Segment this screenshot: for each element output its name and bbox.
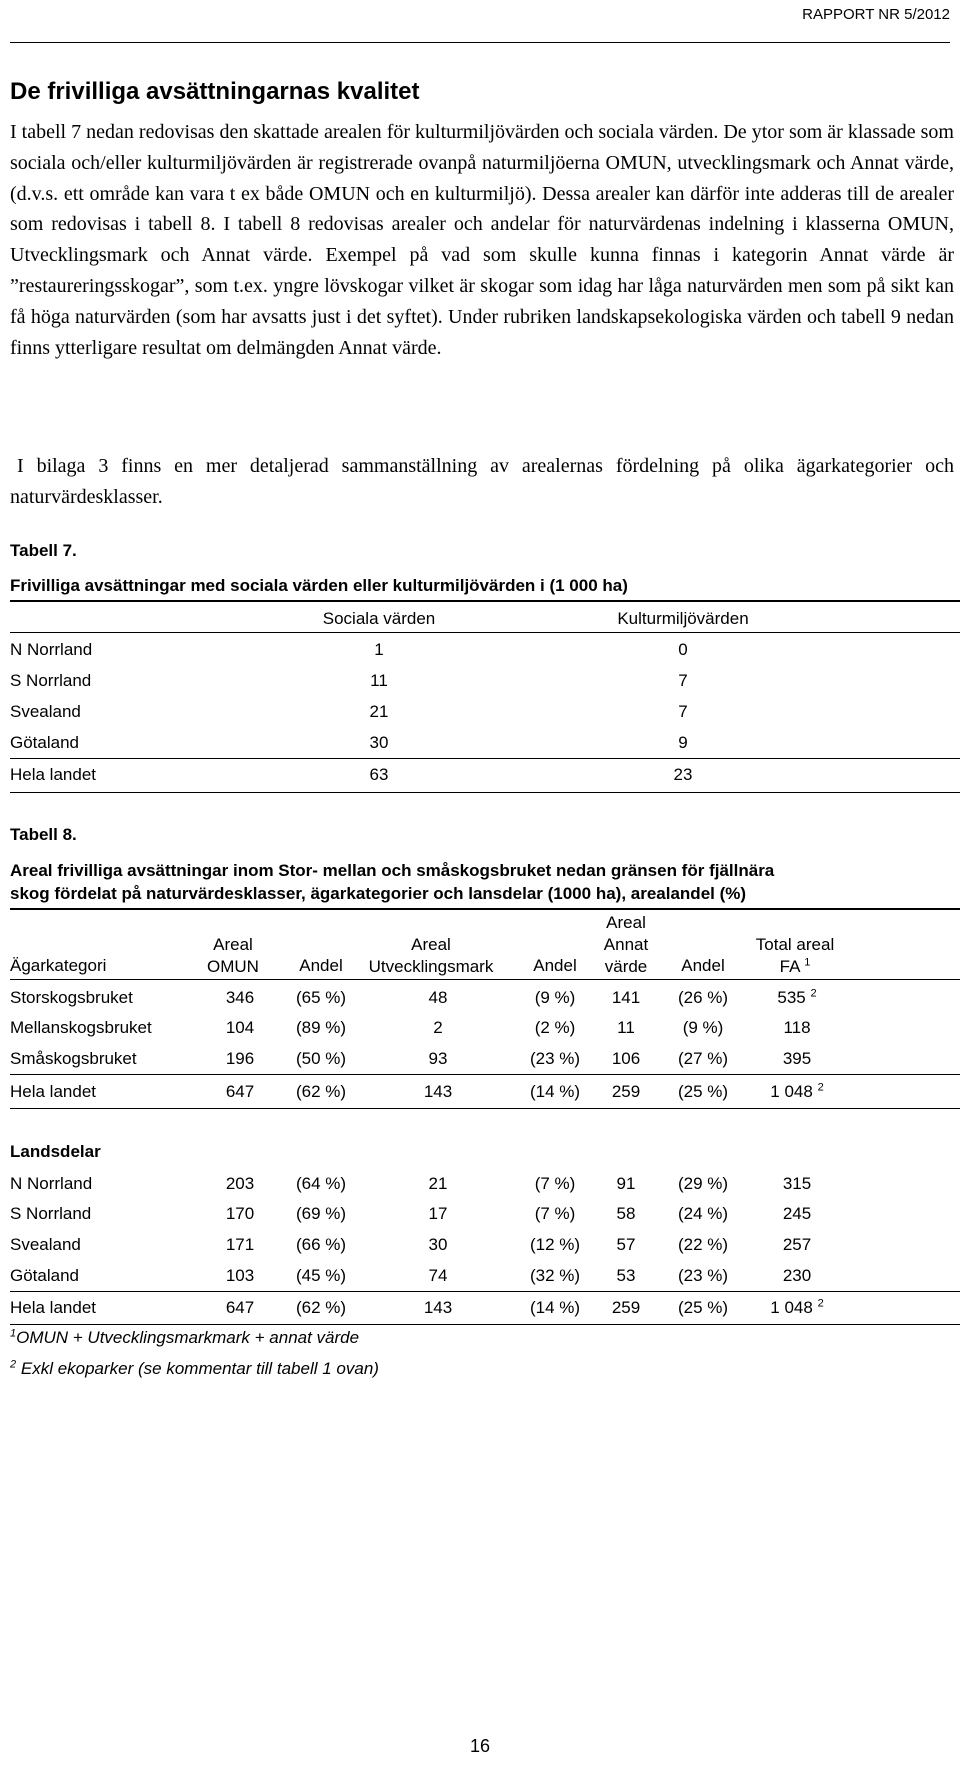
table8-row-annat: 91 — [616, 1174, 636, 1193]
table7-row-region: N Norrland — [10, 640, 93, 659]
table8-row-utv-pct: (32 %) — [529, 1266, 581, 1285]
table8-row-omun: 104 — [225, 1018, 255, 1037]
table8-row-omun-pct: (65 %) — [295, 988, 347, 1007]
table8-row-omun-pct: (45 %) — [295, 1266, 347, 1285]
table8-row-annat: 141 — [611, 988, 641, 1007]
footnote-2-text: Exkl ekoparker (se kommentar till tabell 1 ovan) — [20, 1359, 379, 1378]
table8-row-name: Hela landet — [10, 1082, 97, 1101]
table8-row-name: Storskogsbruket — [10, 988, 133, 1007]
table8-row-name: Småskogsbruket — [10, 1049, 137, 1068]
table8-row-utv: 143 — [423, 1082, 453, 1101]
table8-landsdelar-label: Landsdelar — [10, 1142, 101, 1161]
table8-row-total — [770, 1298, 823, 1318]
table8-row-total — [783, 1235, 811, 1255]
table8-label: Tabell 8. — [10, 825, 77, 844]
table7-row-kultur: 7 — [678, 702, 688, 721]
table8-row-utv-pct: (7 %) — [534, 1204, 576, 1223]
table8-row-annat: 11 — [617, 1018, 635, 1037]
col-total-line1: Total areal — [755, 935, 835, 954]
body-paragraph-1: I tabell 7 nedan redovisas den skattade arealen för kulturmiljövärden och sociala värden. De ytor som är klassade som sociala och/eller kulturmiljövärden är registrerade ovanpå naturmiljöerna OMUN, utvecklingsmark och Annat värde, (d.v.s. ett område kan vara t ex både OMUN och en kulturmiljö). Dessa arealer kan därför inte adderas till de arealer som redovisas i tabell 8. I tabell 8 redovisas arealer och andelar för naturvärdenas indelning i klasserna OMUN, Utvecklingsmark och Annat värde. Exempel på vad som skulle kunna finnas i kategorin Annat värde är ”restaureringsskogar”, som t.ex. yngre lövskogar vilket är skogar som idag har låga naturvärden men som på sikt kan få höga naturvärden (som har avsatts just i det syftet). Under rubriken landskapsekologiska värden och tabell 9 nedan finns ytterligare resultat om delmängden Annat värde. — [10, 121, 954, 359]
table8-row-name: Hela landet — [10, 1298, 97, 1317]
table7-row-sociala: 1 — [374, 640, 384, 659]
table7-row-sociala: 63 — [369, 765, 389, 784]
table8-row-omun-pct: (64 %) — [295, 1174, 347, 1193]
table8-row-total — [783, 1018, 810, 1038]
table8-row-total — [770, 1082, 823, 1102]
table7-row-region: Götaland — [10, 733, 79, 752]
table8-row-omun: 103 — [225, 1266, 255, 1285]
table8-row-annat-pct: (24 %) — [677, 1204, 729, 1223]
table8-row-utv: 17 — [428, 1204, 448, 1223]
table8-row-total-sup: 2 — [810, 987, 817, 1000]
table8-row-total-value: 1 048 — [770, 1298, 813, 1317]
table8-row-utv-pct: (14 %) — [529, 1082, 581, 1101]
table8-row-total — [777, 988, 816, 1008]
col-total-sup: 1 — [804, 956, 811, 969]
table7-header-rule — [10, 632, 960, 633]
table8-row-annat: 259 — [611, 1082, 641, 1101]
table8-row-name: Mellanskogsbruket — [10, 1018, 152, 1037]
table7-row-region: Hela landet — [10, 765, 97, 784]
col-utv-line2: Utvecklingsmark — [368, 957, 494, 976]
table8-row-name: S Norrland — [10, 1204, 92, 1223]
table8-row-name: Götaland — [10, 1266, 79, 1285]
col-omun-line1: Areal — [213, 935, 253, 954]
table8-row-omun: 196 — [225, 1049, 255, 1068]
table8-row-annat-pct: (22 %) — [677, 1235, 729, 1254]
table8-row-annat-pct: (25 %) — [677, 1298, 729, 1317]
table8-title-line1: Areal frivilliga avsättningar inom Stor- mellan och småskogsbruket nedan gränsen för fjällnära — [10, 861, 775, 880]
table8-row-total-value: 118 — [783, 1018, 811, 1037]
table8-owners-bottom-rule — [10, 1108, 960, 1109]
table8-row-utv: 21 — [428, 1174, 448, 1193]
table8-row-total — [783, 1266, 811, 1286]
table8-row-omun-pct: (89 %) — [295, 1018, 347, 1037]
table8-row-omun: 170 — [225, 1204, 255, 1223]
table7-row-sociala: 21 — [369, 702, 389, 721]
table8-title-line2: skog fördelat på naturvärdesklasser, ägarkategorier och lansdelar (1000 ha), arealandel (%) — [10, 884, 747, 903]
table8-header-rule — [10, 979, 960, 980]
table8-row-name: N Norrland — [10, 1174, 93, 1193]
table8-top-rule — [10, 908, 960, 910]
footnote-1-text: OMUN + Utvecklingsmarkmark + annat värde — [16, 1328, 360, 1347]
table8-row-utv: 143 — [423, 1298, 453, 1317]
table8-row-total-value: 245 — [782, 1204, 812, 1223]
table8-row-omun-pct: (50 %) — [295, 1049, 347, 1068]
table8-col-total — [756, 934, 834, 978]
table7-row-kultur: 23 — [673, 765, 693, 784]
table8-col-utv — [369, 934, 494, 978]
table8-row-total-sup: 2 — [817, 1081, 824, 1094]
body-paragraph-2: I bilaga 3 finns en mer detaljerad sammanställning av arealernas fördelning på olika ägarkategorier och naturvärdesklasser. — [10, 455, 954, 508]
table7-row-sociala: 30 — [369, 733, 389, 752]
table8-row-total-sup: 2 — [817, 1297, 824, 1310]
table7-title: Frivilliga avsättningar med sociala värden eller kulturmiljövärden i (1 000 ha) — [10, 576, 628, 595]
col-total-fa: FA — [779, 957, 800, 976]
table8-row-annat-pct: (23 %) — [677, 1266, 729, 1285]
table8-col-annat — [604, 912, 648, 978]
table7-total-rule — [10, 758, 960, 759]
table8-total-rule — [10, 1291, 960, 1292]
table8-row-annat-pct: (27 %) — [677, 1049, 729, 1068]
table7-row-region: S Norrland — [10, 671, 92, 690]
footnote-2-num: 2 — [10, 1358, 17, 1371]
table8-row-omun-pct: (62 %) — [295, 1298, 347, 1317]
table8-row-utv-pct: (12 %) — [529, 1235, 581, 1254]
table8-row-total-value: 535 — [777, 988, 806, 1007]
table8-row-omun-pct: (69 %) — [295, 1204, 347, 1223]
table8-regions-bottom-rule — [10, 1324, 960, 1325]
table8-row-total — [783, 1204, 811, 1224]
table7-row-kultur: 0 — [678, 640, 688, 659]
table8-row-total — [783, 1049, 811, 1069]
page-number: 16 — [469, 1736, 491, 1756]
table8-row-annat: 57 — [616, 1235, 636, 1254]
col-total-line2 — [756, 956, 834, 978]
table8-col-omun — [207, 934, 259, 978]
footnote-1-num: 1 — [10, 1327, 17, 1340]
table7-label: Tabell 7. — [10, 541, 77, 560]
table8-row-omun: 346 — [225, 988, 255, 1007]
table8-row-annat-pct: (29 %) — [677, 1174, 729, 1193]
table8-row-total-value: 315 — [782, 1174, 812, 1193]
table8-row-utv: 74 — [428, 1266, 448, 1285]
table8-row-name: Svealand — [10, 1235, 81, 1254]
table8-row-omun: 171 — [225, 1235, 255, 1254]
table8-row-total-value: 395 — [782, 1049, 812, 1068]
table8-row-utv: 30 — [428, 1235, 448, 1254]
table7-top-rule — [10, 600, 960, 602]
table8-col-owner: Ägarkategori — [10, 956, 107, 975]
table7-bottom-rule — [10, 792, 960, 793]
table8-row-omun: 647 — [225, 1298, 255, 1317]
table8-total-rule — [10, 1074, 960, 1075]
table8-row-annat-pct: (25 %) — [677, 1082, 729, 1101]
table8-row-utv: 2 — [433, 1018, 443, 1037]
col-omun-line2: OMUN — [207, 957, 259, 976]
table8-row-utv-pct: (14 %) — [529, 1298, 581, 1317]
table8-row-total-value: 230 — [782, 1266, 812, 1285]
table8-row-total-value: 1 048 — [770, 1082, 813, 1101]
report-header: RAPPORT NR 5/2012 — [802, 6, 950, 23]
table8-row-omun: 647 — [225, 1082, 255, 1101]
col-annat-line1: Areal — [606, 913, 646, 932]
col-utv-line1: Areal — [411, 935, 451, 954]
col-annat-line3: värde — [604, 957, 648, 976]
table8-row-utv-pct: (2 %) — [534, 1018, 576, 1037]
header-divider — [10, 42, 950, 43]
table7-row-sociala: 11 — [370, 671, 388, 690]
table8-row-omun-pct: (62 %) — [295, 1082, 347, 1101]
table8-col-andel-2: Andel — [533, 956, 577, 975]
table8-row-omun-pct: (66 %) — [295, 1235, 347, 1254]
table8-row-total — [783, 1174, 811, 1194]
table7-row-kultur: 9 — [678, 733, 688, 752]
table8-row-utv: 93 — [428, 1049, 448, 1068]
table8-row-annat: 259 — [611, 1298, 641, 1317]
table7-col-sociala: Sociala värden — [322, 609, 436, 628]
table7-row-region: Svealand — [10, 702, 81, 721]
table8-row-utv-pct: (7 %) — [534, 1174, 576, 1193]
table8-row-annat: 58 — [616, 1204, 636, 1223]
table8-col-andel-3: Andel — [681, 956, 725, 975]
table8-row-annat: 53 — [616, 1266, 636, 1285]
table8-row-utv-pct: (9 %) — [534, 988, 576, 1007]
footnote-2 — [10, 1359, 379, 1379]
table7-row-kultur: 7 — [678, 671, 688, 690]
table8-row-omun: 203 — [225, 1174, 255, 1193]
table7-col-kultur: Kulturmiljövärden — [617, 609, 749, 628]
table8-row-annat: 106 — [611, 1049, 641, 1068]
table8-row-utv-pct: (23 %) — [529, 1049, 581, 1068]
footnote-1 — [10, 1328, 359, 1348]
table8-row-annat-pct: (9 %) — [682, 1018, 724, 1037]
section-heading: De frivilliga avsättningarnas kvalitet — [10, 78, 420, 105]
col-annat-line2: Annat — [603, 935, 649, 954]
table8-row-utv: 48 — [428, 988, 448, 1007]
table8-row-total-value: 257 — [782, 1235, 812, 1254]
table8-col-andel-1: Andel — [299, 956, 343, 975]
table8-row-annat-pct: (26 %) — [677, 988, 729, 1007]
